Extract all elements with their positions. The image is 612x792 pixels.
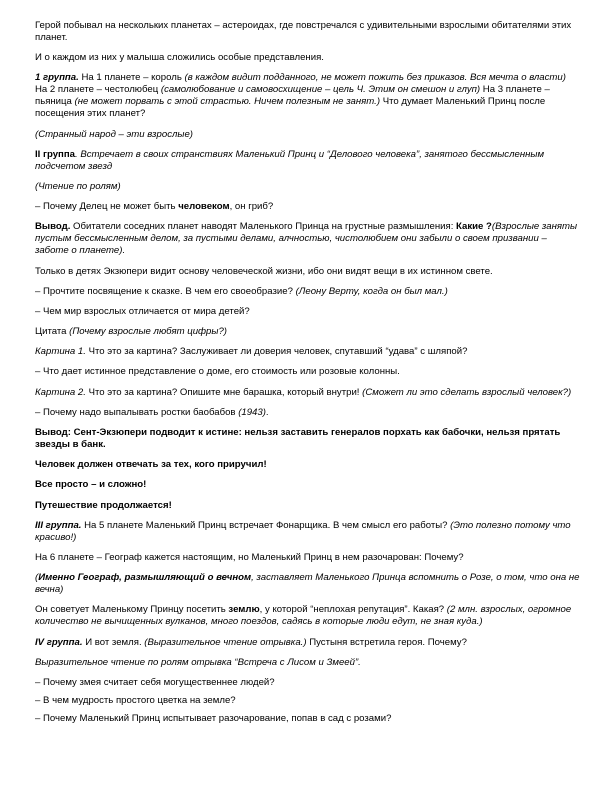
italic-run: (Чтение по ролям) [35,180,121,192]
paragraph-children: Только в детях Экзюпери видит основу человеческой жизни, ибо они видят вещи в их истинном свете. [35,265,493,277]
paragraph-responsible [35,459,580,471]
bold-run: Все просто – и сложно! [35,479,147,491]
text-run: Обитатели соседних планет наводят Маленького Принца на грустные размышления: [70,221,457,233]
paragraph-dedication [35,286,580,298]
paragraph-quote [35,326,580,338]
italic-run: (Это полезно потому что красиво!) [35,519,571,543]
conclusion-label: Вывод. [35,221,71,233]
bold-run: землю [228,604,260,616]
paragraph-journey [35,500,580,512]
text-run: На 1 планете – король [78,72,185,84]
paragraph-group-3 [35,520,580,544]
paragraph-picture-1 [35,346,580,358]
bold-run: Вывод: Сент-Экзюпери подводит к истине: нельзя заставить генералов порхать как бабочки, нельзя прятать звезды в банк. [35,427,561,450]
italic-run: (Почему взрослые любят цифры?) [69,326,227,338]
text-run: Что это за картина? Заслуживает ли доверия человек, спутавший “удава” с шляпой? [85,346,468,358]
italic-run: (Взрослые заняты пустым бессмысленным делом, за пустыми делами, алчностью, чистолюбием они забыли о своем призвании – заботе о планете). [35,221,578,257]
paragraph-house: – Что дает истинное представление о доме, его стоимость или розовые колонны. [35,366,400,378]
text-run: И вот земля. [82,636,145,648]
paragraph-flower-question: – В чем мудрость простого цветка на земле? [35,694,236,706]
group-4-label: IV группа. [35,636,83,648]
italic-run: (2 млн. взрослых, огромное количество не вычищенных вулканов, много поездов, садясь в которые люди едут, не зная куда.) [35,604,572,628]
paragraph-representations: И о каждом из них у малыша сложились особые представления. [35,52,324,64]
paragraph-group-2 [35,149,580,173]
paragraph-group-1 [35,72,580,120]
italic-run: , заставляет Маленького Принца вспомнить о Розе, о том, что она не вечна) [35,572,580,596]
paragraph-fox-snake [35,657,580,669]
italic-run: Выразительное чтение по ролям отрывка “Встреча с Лисом и Змеей”. [35,656,361,668]
text-run: – Почему надо выпалывать ростки баобабов [35,406,239,418]
text-run: – Почему Делец не может быть [35,201,179,213]
text-run: Цитата [35,326,70,338]
paragraph-worlds: – Чем мир взрослых отличается от мира детей? [35,305,250,317]
text-run: Пустыня встретила героя. Почему? [306,636,467,648]
italic-run: (Выразительное чтение отрывка.) [144,636,307,648]
text-run: Он советует Маленькому Принцу посетить [35,604,229,616]
document-page [35,20,580,731]
paragraph-snake-question: – Почему змея считает себя могущественнее людей? [35,676,275,688]
group-3-label: III группа. [35,519,82,531]
paragraph-intro: Герой побывал на нескольких планетах – астероидах, где повстречался с удивительными взрослыми обитателями этих планет. [35,20,572,43]
paragraph-picture-2 [35,387,580,399]
text-run: . [265,406,269,418]
paragraph-question-delets [35,201,580,213]
italic-run: (не может порвать с этой страстью. Ничем полезным не занят.) [74,96,381,108]
paragraph-eternal [35,572,580,596]
paragraph-strange-people [35,129,580,141]
text-run: На 2 планете – честолюбец [35,84,161,96]
bold-run: Человек должен отвечать за тех, кого приручил! [35,459,267,471]
paragraph-baobabs [35,407,580,419]
paragraph-group-4 [35,637,580,649]
paragraph-geographer: На 6 планете – Географ кажется настоящим, но Маленький Принц в нем разочарован: Почему? [35,551,464,563]
italic-run: . Встречает в своих странствиях Маленький Принц и “Делового человека”, занятого бессмысленным подсчетом звезд [35,148,545,172]
bold-run: Путешествие продолжается! [35,499,172,511]
italic-run: ( [35,572,39,584]
paragraph-role-reading [35,181,580,193]
bold-run: Какие ? [456,221,492,233]
italic-run: (Сможет ли это сделать взрослый человек?) [362,386,572,398]
italic-run: (1943) [238,406,266,418]
text-run: Что думает Маленький Принц после посещения этих планет? [35,96,546,120]
group-2-label: II группа [35,148,75,160]
italic-run: (в каждом видит подданного, не может пожить без приказов. Вся мечта о власти) [184,72,566,84]
paragraph-conclusion-2 [35,427,580,451]
text-run: – Прочтите посвящение к сказке. В чем его своеобразие? [35,285,296,297]
bold-italic-run: Именно Географ, размышляющий о вечном [38,572,252,584]
text-run: , он гриб? [229,201,274,213]
text-run: Что это за картина? Опишите мне барашка, который внутри! [85,386,363,398]
italic-run: Картина 2. [35,386,86,398]
text-run: На 3 планете – пьяница [35,84,550,108]
text-run: На 5 планете Маленький Принц встречает Фонарщика. В чем смысл его работы? [81,519,451,531]
italic-run: Картина 1. [35,346,86,358]
paragraph-earth [35,604,580,628]
italic-run: (самолюбование и самовосхищение – цель Ч. Этим он смешон и глуп) [160,84,481,96]
italic-run: (Леону Верту, когда он был мал.) [295,285,448,297]
text-run: , у которой “неплохая репутация”. Какая? [259,604,447,616]
paragraph-roses-question: – Почему Маленький Принц испытывает разочарование, попав в сад с розами? [35,712,392,724]
group-1-label: 1 группа. [35,72,79,84]
italic-run: (Странный народ – эти взрослые) [35,128,193,140]
paragraph-simple [35,479,580,491]
bold-run: человеком [178,201,230,213]
paragraph-conclusion-1 [35,221,580,257]
